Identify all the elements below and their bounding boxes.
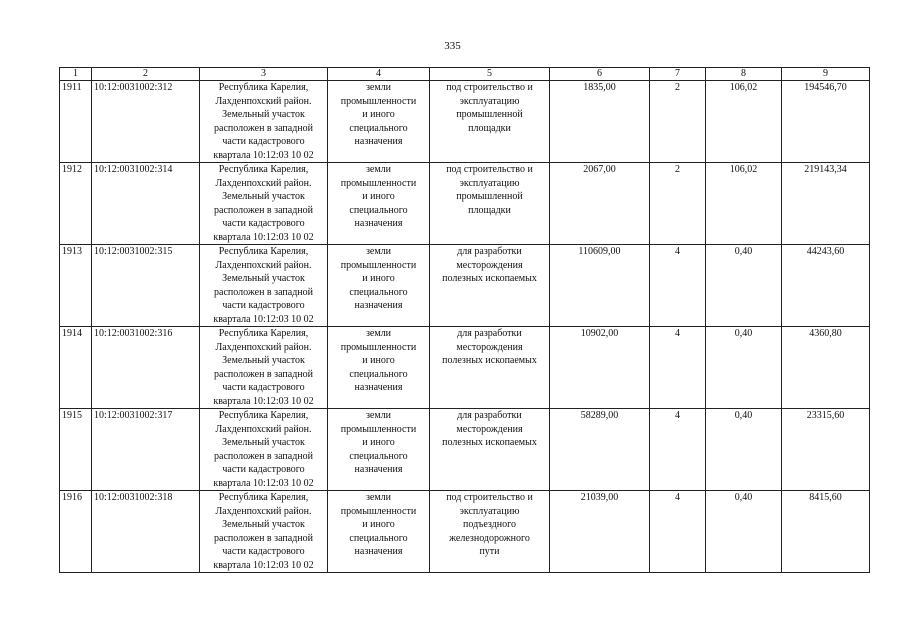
location-line: Республика Карелия, [218,492,309,503]
location-line: расположен в западной [214,122,313,134]
permitted-use-cell [430,491,550,573]
land-category-cell [328,491,430,573]
location-cell [200,491,328,573]
location-line: части кадастрового [222,136,305,147]
row-number-cell: 1912 [60,163,92,245]
cadastral-number-cell: 10:12:0031002:312 [92,81,200,163]
permitted-use-line: эксплуатацию [459,177,520,189]
column-header: 1 [60,68,92,81]
row-number-cell: 1911 [60,81,92,163]
permitted-use-line: железнодорожного [449,532,530,544]
land-category-line: земли [365,492,392,503]
column-header: 9 [782,68,870,81]
location-line: Земельный участок [222,191,305,202]
land-registry-table [59,67,870,573]
area-cell: 58289,00 [550,409,650,491]
land-category-line: назначения [354,300,403,311]
land-category-line: промышленности [340,95,417,107]
column-7-cell: 4 [650,409,706,491]
land-category-line: назначения [354,546,403,557]
location-cell [200,81,328,163]
column-9-cell: 44243,60 [782,245,870,327]
location-line: Земельный участок [222,109,305,120]
location-line: Республика Карелия, [218,246,309,257]
column-header: 3 [200,68,328,81]
column-7-cell: 2 [650,163,706,245]
column-7-cell: 4 [650,327,706,409]
land-category-line: земли [365,246,392,257]
location-line: Лахденпохский район. [215,259,312,271]
land-category-line: назначения [354,218,403,229]
column-header: 6 [550,68,650,81]
column-8-cell: 0,40 [706,245,782,327]
permitted-use-line: эксплуатацию [459,505,520,517]
location-line: Земельный участок [222,355,305,366]
location-cell [200,163,328,245]
location-line: Земельный участок [222,273,305,284]
land-category-line: назначения [354,382,403,393]
column-8-cell: 0,40 [706,491,782,573]
location-line: Лахденпохский район. [215,423,312,435]
permitted-use-line: месторождения [456,259,523,271]
location-cell [200,245,328,327]
column-header: 7 [650,68,706,81]
land-category-line: земли [365,328,392,339]
location-line: части кадастрового [222,546,305,557]
cadastral-number-cell: 10:12:0031002:316 [92,327,200,409]
column-9-cell: 194546,70 [782,81,870,163]
permitted-use-line: полезных ископаемых [442,437,537,448]
land-category-cell [328,81,430,163]
column-header: 5 [430,68,550,81]
land-category-line: промышленности [340,177,417,189]
land-category-line: специального [349,450,408,462]
land-category-line: специального [349,122,408,134]
permitted-use-line: под строительство и [446,164,533,175]
location-cell [200,327,328,409]
column-8-cell: 0,40 [706,327,782,409]
column-9-cell: 23315,60 [782,409,870,491]
cadastral-number-cell: 10:12:0031002:315 [92,245,200,327]
permitted-use-line: промышленной [456,109,523,120]
page-number: 335 [444,40,461,52]
location-line: квартала 10:12:03 10 02 [213,477,314,489]
permitted-use-line: полезных ископаемых [442,273,537,284]
land-category-line: специального [349,286,408,298]
area-cell: 110609,00 [550,245,650,327]
row-number-cell: 1915 [60,409,92,491]
permitted-use-line: для разработки [457,410,522,421]
table-row [60,409,870,491]
permitted-use-line: под строительство и [446,82,533,93]
area-cell: 2067,00 [550,163,650,245]
permitted-use-cell [430,327,550,409]
land-category-line: специального [349,532,408,544]
location-line: Республика Карелия, [218,164,309,175]
table-row [60,81,870,163]
permitted-use-line: подъездного [463,519,516,530]
permitted-use-line: под строительство и [446,492,533,503]
location-line: расположен в западной [214,286,313,298]
location-line: квартала 10:12:03 10 02 [213,395,314,407]
location-line: расположен в западной [214,204,313,216]
permitted-use-line: эксплуатацию [459,95,520,107]
permitted-use-cell [430,81,550,163]
land-category-line: земли [365,410,392,421]
location-line: Лахденпохский район. [215,177,312,189]
permitted-use-line: месторождения [456,423,523,435]
location-line: части кадастрового [222,218,305,229]
land-category-line: специального [349,204,408,216]
permitted-use-cell [430,245,550,327]
land-category-line: и иного [362,191,395,202]
row-number-cell: 1914 [60,327,92,409]
column-7-cell: 4 [650,491,706,573]
land-category-line: и иного [362,355,395,366]
table-row [60,491,870,573]
cadastral-number-cell: 10:12:0031002:317 [92,409,200,491]
location-line: Лахденпохский район. [215,505,312,517]
location-line: квартала 10:12:03 10 02 [213,313,314,325]
column-header: 4 [328,68,430,81]
location-line: части кадастрового [222,464,305,475]
column-number-row [60,68,870,81]
location-line: Республика Карелия, [218,328,309,339]
area-cell: 1835,00 [550,81,650,163]
column-8-cell: 106,02 [706,81,782,163]
location-line: Республика Карелия, [218,82,309,93]
location-line: расположен в западной [214,532,313,544]
location-line: Лахденпохский район. [215,341,312,353]
column-header: 2 [92,68,200,81]
land-category-cell [328,409,430,491]
column-8-cell: 0,40 [706,409,782,491]
land-category-line: и иного [362,109,395,120]
permitted-use-line: для разработки [457,246,522,257]
permitted-use-cell [430,409,550,491]
land-category-line: промышленности [340,423,417,435]
land-category-line: и иного [362,273,395,284]
location-line: части кадастрового [222,382,305,393]
location-line: квартала 10:12:03 10 02 [213,559,314,571]
land-category-cell [328,327,430,409]
location-line: расположен в западной [214,450,313,462]
land-category-line: промышленности [340,505,417,517]
column-header: 8 [706,68,782,81]
location-cell [200,409,328,491]
land-category-line: промышленности [340,341,417,353]
location-line: квартала 10:12:03 10 02 [213,231,314,243]
land-category-cell [328,163,430,245]
column-8-cell: 106,02 [706,163,782,245]
column-9-cell: 8415,60 [782,491,870,573]
row-number-cell: 1913 [60,245,92,327]
column-7-cell: 2 [650,81,706,163]
land-category-cell [328,245,430,327]
cadastral-number-cell: 10:12:0031002:318 [92,491,200,573]
permitted-use-line: промышленной [456,191,523,202]
land-category-line: назначения [354,136,403,147]
table-row [60,163,870,245]
column-9-cell: 219143,34 [782,163,870,245]
permitted-use-line: месторождения [456,341,523,353]
row-number-cell: 1916 [60,491,92,573]
land-category-line: и иного [362,437,395,448]
location-line: части кадастрового [222,300,305,311]
land-category-line: земли [365,164,392,175]
table-body [60,81,870,573]
land-category-line: специального [349,368,408,380]
location-line: Республика Карелия, [218,410,309,421]
table-row [60,327,870,409]
land-category-line: промышленности [340,259,417,271]
location-line: квартала 10:12:03 10 02 [213,149,314,161]
column-7-cell: 4 [650,245,706,327]
permitted-use-cell [430,163,550,245]
cadastral-number-cell: 10:12:0031002:314 [92,163,200,245]
permitted-use-line: площадки [468,204,511,216]
land-category-line: и иного [362,519,395,530]
location-line: Земельный участок [222,519,305,530]
permitted-use-line: для разработки [457,328,522,339]
location-line: расположен в западной [214,368,313,380]
area-cell: 21039,00 [550,491,650,573]
permitted-use-line: пути [479,546,500,557]
permitted-use-line: площадки [468,122,511,134]
location-line: Лахденпохский район. [215,95,312,107]
area-cell: 10902,00 [550,327,650,409]
column-9-cell: 4360,80 [782,327,870,409]
permitted-use-line: полезных ископаемых [442,355,537,366]
table-row [60,245,870,327]
land-category-line: назначения [354,464,403,475]
location-line: Земельный участок [222,437,305,448]
land-category-line: земли [365,82,392,93]
